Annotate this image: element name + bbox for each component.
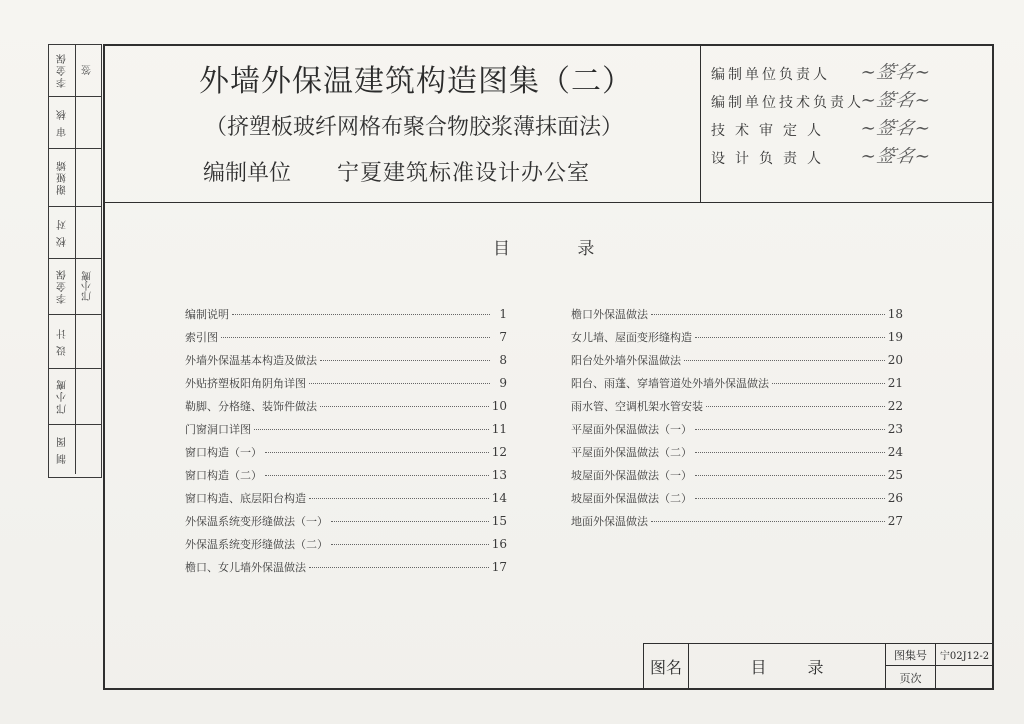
handwritten-signature: ~签名~: [858, 118, 934, 139]
responsible-role: 编制单位技术负责人: [711, 95, 864, 111]
strip-signature: [78, 425, 98, 474]
toc-entry-page: 25: [887, 468, 903, 482]
responsible-row: [711, 64, 991, 92]
toc-entry-page: 18: [887, 307, 903, 321]
strip-label: 邝小鹰: [57, 378, 69, 415]
toc-entry: [571, 513, 903, 536]
leader-dots: [265, 452, 489, 453]
org-label: 编制单位: [203, 161, 292, 186]
toc-entry-page: 17: [491, 560, 507, 574]
toc-entry: [571, 375, 903, 398]
responsible-role: 设计负责人: [711, 151, 831, 167]
toc-entry-page: 7: [499, 330, 507, 344]
strip-cell: [49, 45, 101, 97]
leader-dots: [320, 406, 489, 407]
atlas-number-value: 宁02J12-2: [936, 644, 993, 666]
leader-dots: [651, 521, 885, 522]
toc-entry-page: 19: [887, 330, 903, 344]
page-number-value: [936, 666, 993, 689]
toc-column-right: [571, 306, 903, 536]
leader-dots: [684, 360, 885, 361]
strip-label: 李金保: [57, 52, 69, 89]
drawing-name-value: 目 录: [689, 644, 886, 689]
strip-signature: [78, 369, 98, 424]
handwritten-signature: ~签名~: [858, 62, 934, 83]
strip-label: 制 图: [57, 434, 69, 465]
toc-entry-title: 窗口构造、底层阳台构造: [185, 492, 306, 505]
toc-entry-page: 15: [491, 514, 507, 528]
toc-entry: [571, 329, 903, 352]
toc-entry-title: 索引图: [185, 331, 218, 344]
strip-cell: [49, 149, 101, 207]
toc-entry: [185, 467, 507, 490]
toc-entry-page: 16: [491, 537, 507, 551]
toc-entry-title: 外保温系统变形缝做法（一）: [185, 515, 328, 528]
toc-entry-title: 外贴挤塑板阳角阴角详图: [185, 377, 306, 390]
strip-cell: [49, 369, 101, 425]
toc-entry: [571, 306, 903, 329]
strip-label: 审 核: [57, 107, 69, 138]
responsible-role: 技术审定人: [711, 123, 831, 139]
leader-dots: [651, 314, 885, 315]
drawing-name-label: 图名: [644, 644, 689, 689]
drawing-frame: [103, 44, 994, 690]
toc-entry-title: 檐口外保温做法: [571, 308, 648, 321]
toc-entry-page: 11: [491, 422, 507, 436]
handwritten-signature: ~签名~: [858, 146, 934, 167]
toc-entry: [571, 421, 903, 444]
leader-dots: [695, 452, 885, 453]
leader-dots: [309, 567, 489, 568]
toc-entry-title: 窗口构造（二）: [185, 469, 262, 482]
toc-entry: [185, 513, 507, 536]
toc-entry-title: 勒脚、分格缝、装饰件做法: [185, 400, 317, 413]
toc-entry-title: 外墙外保温基本构造及做法: [185, 354, 317, 367]
leader-dots: [706, 406, 885, 407]
toc-entry-title: 地面外保温做法: [571, 515, 648, 528]
toc-entry: [185, 421, 507, 444]
leader-dots: [265, 475, 489, 476]
leader-dots: [695, 429, 885, 430]
toc-entry-title: 编制说明: [185, 308, 229, 321]
toc-entry-page: 13: [491, 468, 507, 482]
toc-entry-title: 坡屋面外保温做法（一）: [571, 469, 692, 482]
toc-entry: [571, 444, 903, 467]
toc-entry: [185, 490, 507, 513]
toc-entry-page: 24: [887, 445, 903, 459]
responsible-row: [711, 148, 991, 176]
header-divider: [700, 46, 701, 202]
toc-entry-page: 22: [887, 399, 903, 413]
toc-entry-title: 窗口构造（一）: [185, 446, 262, 459]
strip-label: 设 计: [57, 326, 69, 357]
toc-entry-page: 26: [887, 491, 903, 505]
toc-entry: [571, 490, 903, 513]
leader-dots: [232, 314, 490, 315]
toc-entry-title: 雨水管、空调机架水管安装: [571, 400, 703, 413]
strip-cell: [49, 259, 101, 315]
strip-cell: [49, 207, 101, 259]
strip-signature: 签: [82, 65, 94, 76]
leader-dots: [309, 498, 489, 499]
responsible-row: [711, 92, 991, 120]
toc-entry-title: 外保温系统变形缝做法（二）: [185, 538, 328, 551]
handwritten-signature: ~签名~: [858, 90, 934, 111]
responsible-row: [711, 120, 991, 148]
toc-entry-page: 9: [499, 376, 507, 390]
toc-entry-title: 平屋面外保温做法（二）: [571, 446, 692, 459]
strip-signature: [78, 315, 98, 368]
toc-heading: 目 录: [493, 239, 595, 259]
toc-entry: [571, 467, 903, 490]
toc-entry: [185, 306, 507, 329]
toc-column-left: [185, 306, 507, 582]
toc-entry-page: 8: [499, 353, 507, 367]
toc-entry: [185, 559, 507, 582]
responsible-list: [711, 64, 991, 176]
leader-dots: [221, 337, 490, 338]
toc-entry-page: 27: [887, 514, 903, 528]
toc-entry-page: 12: [491, 445, 507, 459]
toc-entry-page: 20: [887, 353, 903, 367]
atlas-number-label: 图集号: [886, 644, 936, 666]
strip-signature: [78, 97, 98, 148]
responsible-role: 编制单位负责人: [711, 67, 830, 83]
toc-entry: [185, 398, 507, 421]
atlas-title: 外墙外保温建筑构造图集（二）: [199, 64, 633, 99]
leader-dots: [695, 475, 885, 476]
toc-entry-title: 阳台、雨蓬、穿墙管道处外墙外保温做法: [571, 377, 769, 390]
strip-signature: 邝小鹰: [82, 271, 94, 302]
leader-dots: [331, 521, 489, 522]
leader-dots: [772, 383, 885, 384]
signature-strip: [48, 44, 102, 478]
toc-entry-page: 23: [887, 422, 903, 436]
toc-entry-page: 10: [491, 399, 507, 413]
toc-entry: [571, 352, 903, 375]
leader-dots: [331, 544, 489, 545]
toc-entry-title: 檐口、女儿墙外保温做法: [185, 561, 306, 574]
leader-dots: [309, 383, 490, 384]
toc-entry-page: 14: [491, 491, 507, 505]
strip-signature: [78, 207, 98, 258]
toc-entry: [185, 375, 507, 398]
toc-entry-title: 平屋面外保温做法（一）: [571, 423, 692, 436]
title-block: [643, 643, 993, 689]
toc-entry: [185, 444, 507, 467]
leader-dots: [695, 498, 885, 499]
toc-entry: [185, 352, 507, 375]
toc-entry-title: 女儿墙、屋面变形缝构造: [571, 331, 692, 344]
page-number-label: 页次: [886, 666, 936, 689]
strip-signature: [78, 149, 98, 206]
leader-dots: [320, 360, 490, 361]
title-header: [105, 46, 992, 203]
org-name: 宁夏建筑标准设计办公室: [337, 161, 591, 186]
strip-cell: [49, 315, 101, 369]
toc-entry-title: 门窗洞口详图: [185, 423, 251, 436]
leader-dots: [254, 429, 489, 430]
toc-entry-page: 21: [887, 376, 903, 390]
toc-entry-page: 1: [499, 307, 507, 321]
toc-entry-title: 阳台处外墙外保温做法: [571, 354, 681, 367]
toc-entry: [571, 398, 903, 421]
strip-cell: [49, 425, 101, 474]
atlas-subtitle: （挤塑板玻纤网格布聚合物胶浆薄抹面法）: [205, 115, 624, 140]
strip-label: 李金保: [57, 268, 69, 305]
toc-entry: [185, 329, 507, 352]
toc-entry: [185, 536, 507, 559]
strip-cell: [49, 97, 101, 149]
toc-entry-title: 坡屋面外保温做法（二）: [571, 492, 692, 505]
leader-dots: [695, 337, 885, 338]
strip-label: 校 对: [57, 217, 69, 248]
strip-label: 谢娅嫦: [57, 159, 69, 196]
